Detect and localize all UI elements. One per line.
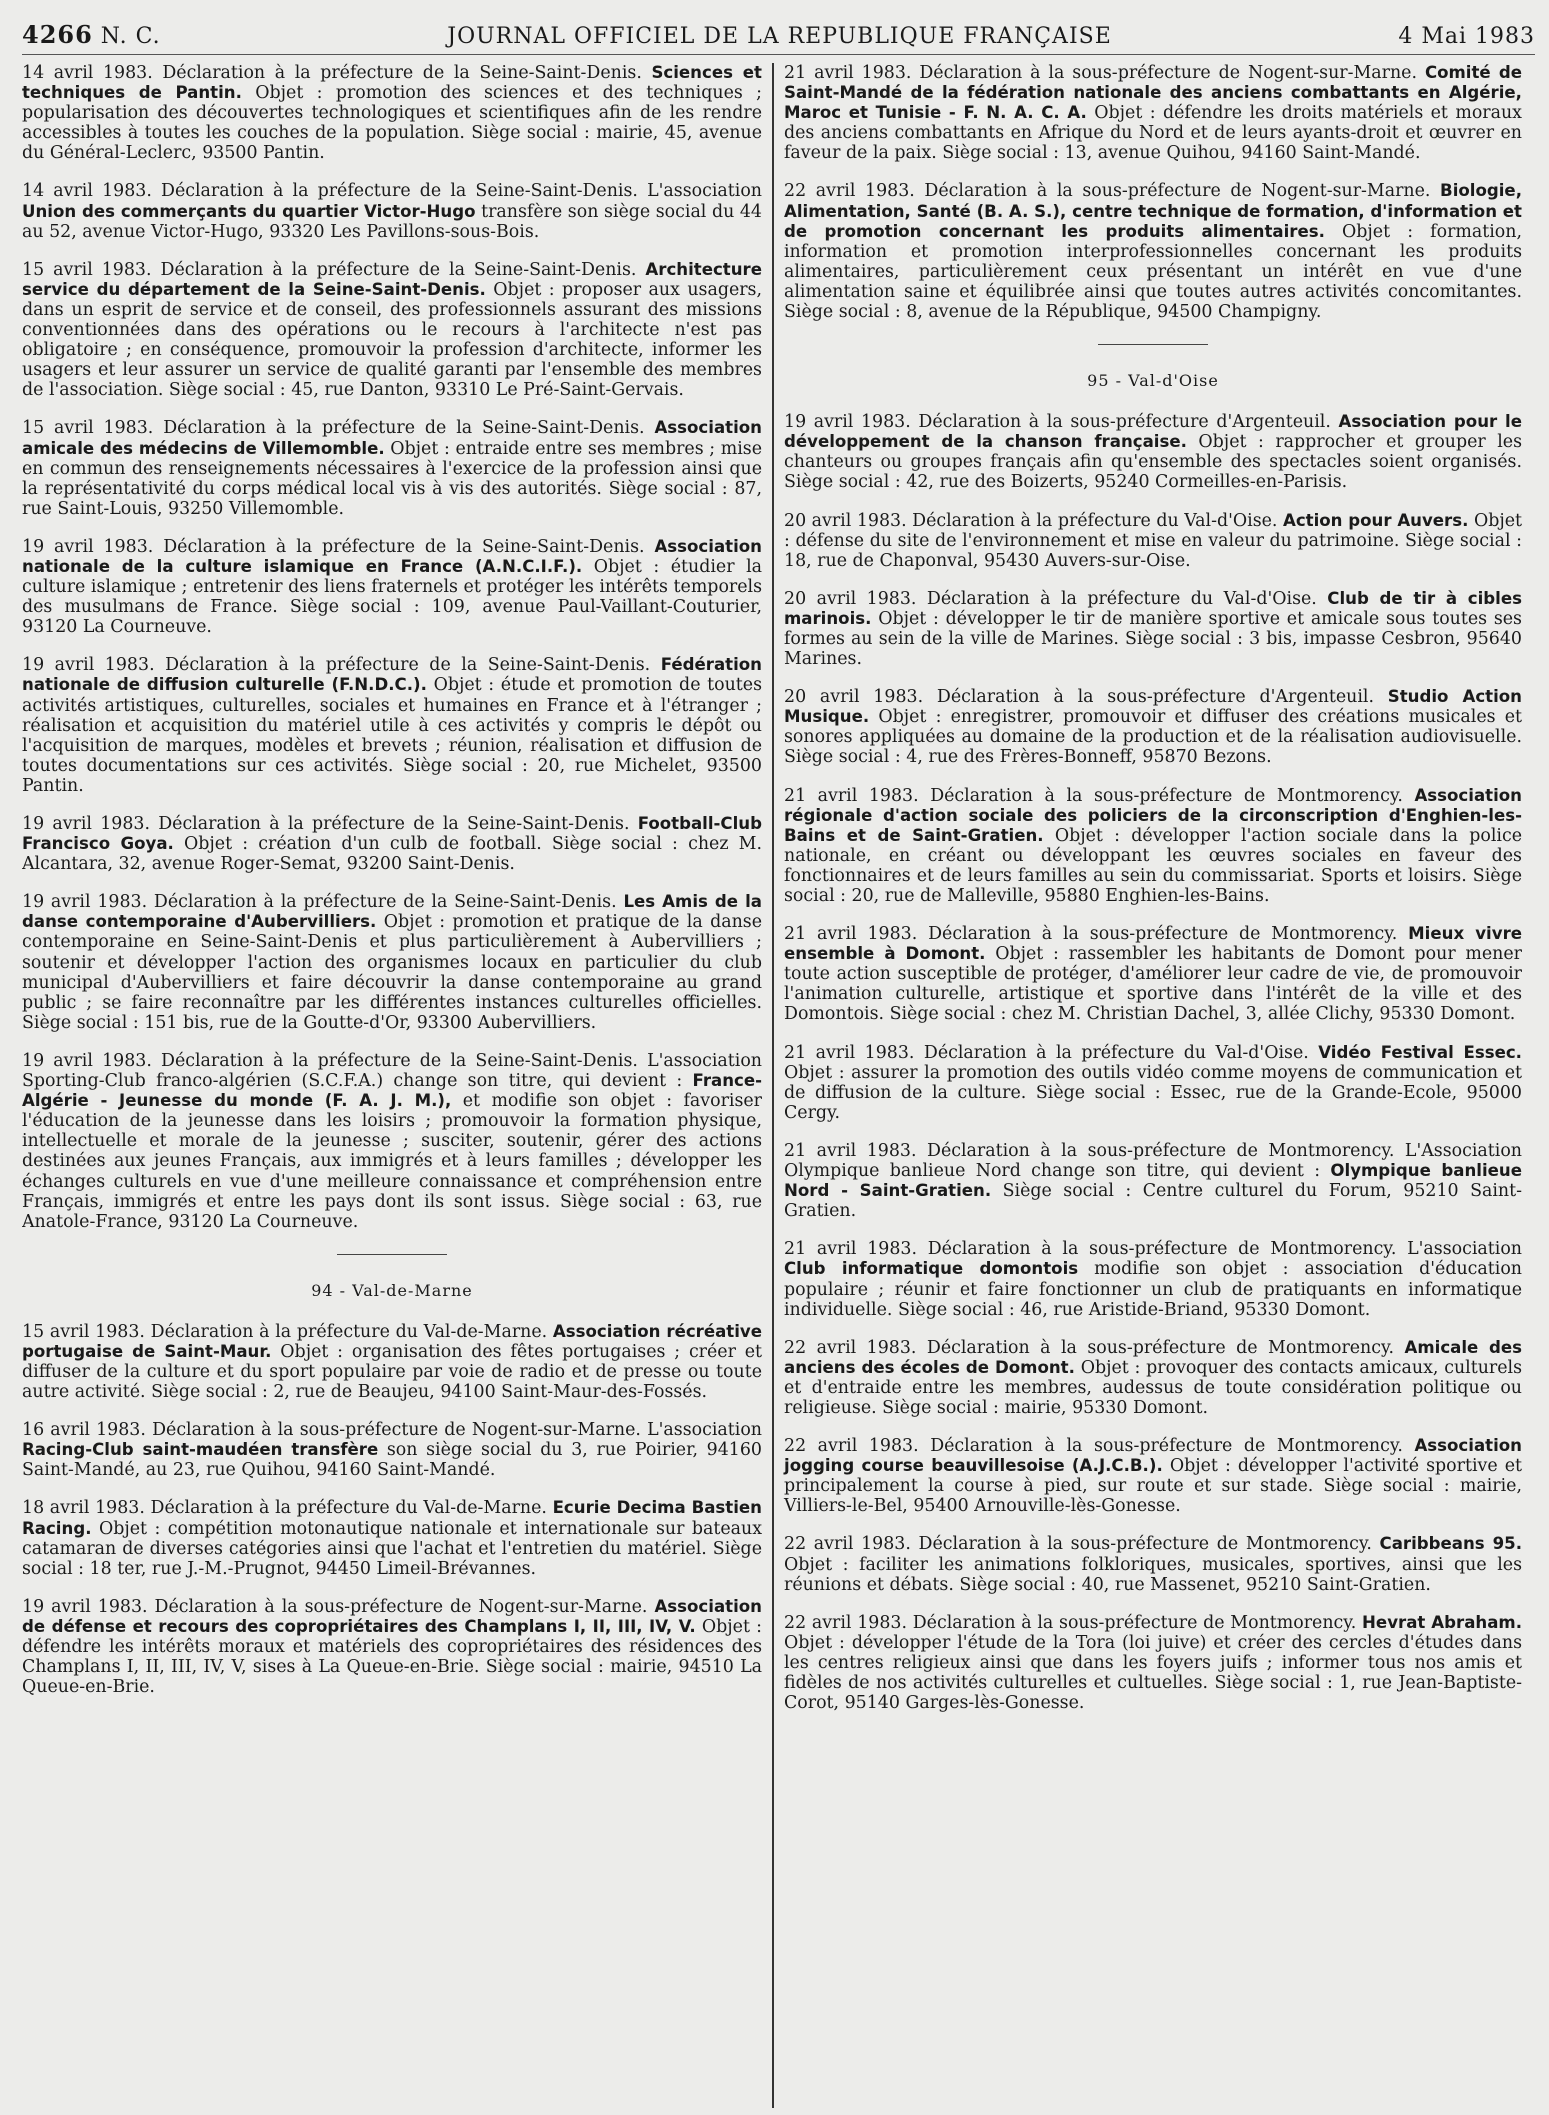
notice-text: Objet : proposer aux usagers, dans un esprit de service et de conseil, des professionnels assurant des missions conventionnées dans des opérations ou le recours à l'architecte n'est pas obligatoire ; en conséquence, promouvoir la profession d'architecte, informer les usagers et leur assurer un service de qualité garanti par l'ensemble des membres de l'association. Siège social : 45, rue Danton, 93310 Le Pré-Saint-Gervais.: [22, 279, 763, 401]
association-name: Association régionale d'action sociale des policiers de la circonscription d'Enghien-les-Bains et de Saint-Gratien.: [784, 785, 1522, 845]
issue-date: 4 Mai 1983: [1398, 24, 1535, 49]
association-name: Association de défense et recours des copropriétaires des Champlans I, II, III, IV, V.: [22, 1596, 762, 1636]
notice: [22, 814, 762, 874]
association-name: Mieux vivre ensemble à Domont.: [784, 924, 1522, 964]
notice-text: 21 avril 1983. Déclaration à la sous-préfecture de Montmorency.: [784, 785, 1415, 806]
notice: [22, 1420, 762, 1480]
association-name: Club informatique domontois: [784, 1259, 1079, 1279]
association-name: Club de tir à cibles marinois.: [784, 588, 1522, 628]
notice-text: 19 avril 1983. Déclaration à la sous-préfecture d'Argenteuil.: [784, 412, 1339, 433]
notice: [22, 1597, 762, 1697]
left-column: [22, 63, 772, 2108]
notice-text: Objet : assurer la promotion des outils vidéo comme moyens de communication et de diffusion de la culture. Siège social : Essec, rue de la Grande-Ecole, 95000 Cergy.: [784, 1062, 1522, 1123]
notice-text: 19 avril 1983. Déclaration à la préfecture de la Seine-Saint-Denis.: [22, 536, 655, 557]
association-name: Studio Action Musique.: [784, 687, 1522, 727]
association-name: Caribbeans 95.: [1379, 1534, 1522, 1554]
notice-text: Objet : compétition motonautique nationale et internationale sur bateaux catamaran de diverses catégories ainsi que l'achat et l'entretien du matériel. Siège social : 18 ter, rue J.-M.-Prugnot, 94450 Limeil-Brévannes.: [22, 1518, 762, 1579]
notice-text: modifie son objet : association d'éducation populaire ; réunir et faire fonctionner un club de pratiquants en informatique individuelle. Siège social : 46, rue Aristide-Briand, 95330 Domont.: [784, 1259, 1522, 1320]
notice-text: Objet : faciliter les animations folkloriques, musicales, sportives, ainsi que les réunions et débats. Siège social : 40, rue Massenet, 95210 Saint-Gratien.: [784, 1554, 1522, 1595]
notice-text: Objet : promotion et pratique de la danse contemporaine en Seine-Saint-Denis et plus particulièrement à Aubervilliers ; soutenir et développer l'action des organismes locaux en particulier du club municipal d'Aubervilliers et faire découvrir la danse contemporaine au grand public ; se faire reconnaître par les différentes instances culturelles officielles. Siège social : 151 bis, rue de la Goutte-d'Or, 93300 Aubervilliers.: [22, 912, 762, 1033]
journal-title: JOURNAL OFFICIEL DE LA REPUBLIQUE FRANÇAISE: [447, 24, 1112, 49]
notice: [22, 1051, 762, 1232]
notice: [784, 786, 1522, 907]
right-column: [772, 63, 1522, 2108]
notice-text: 19 avril 1983. Déclaration à la préfecture de la Seine-Saint-Denis.: [22, 814, 638, 834]
right-notices-b: [784, 412, 1522, 1713]
notice-text: Objet : développer l'activité sportive et principalement la course à pied, sur route et sur stade. Siège social : mairie, Villiers-le-Bel, 95400 Arnouville-lès-Gonesse.: [784, 1456, 1522, 1517]
notice-text: 14 avril 1983. Déclaration à la préfecture de la Seine-Saint-Denis.: [22, 63, 652, 83]
notice-text: 22 avril 1983. Déclaration à la sous-préfecture de Montmorency.: [784, 1436, 1415, 1457]
page-number: 4266: [22, 20, 93, 49]
notice-text: Objet : enregistrer, promouvoir et diffuser des créations musicales et sonores appliquées au domaine de la production et de la réalisation audiovisuelle. Siège social : 4, rue des Frères-Bonneff, 95870 Bezons.: [784, 707, 1522, 768]
right-notices-a: [784, 63, 1522, 322]
notice: [784, 687, 1522, 767]
section-heading: 95 - Val-d'Oise: [1087, 371, 1219, 391]
left-notices-b: [22, 1322, 762, 1698]
left-notices-a: [22, 63, 762, 1232]
association-name: Association pour le développement de la chanson française.: [784, 412, 1522, 452]
notice: [22, 260, 762, 401]
association-name: Architecture service du département de la Seine-Saint-Denis.: [22, 259, 762, 299]
notice: [784, 924, 1522, 1024]
notice-text: Objet : défendre les intérêts moraux et matériels des copropriétaires des résidences des Champlans I, II, III, IV, V, sises à La Queue-en-Brie. Siège social : mairie, 94510 La Queue-en-Brie.: [22, 1616, 762, 1698]
notice: [22, 892, 762, 1033]
notice: [784, 1043, 1522, 1123]
notice: [784, 1436, 1522, 1516]
notice: [784, 1239, 1522, 1319]
notice: [22, 1498, 762, 1578]
association-name: France-Algérie - Jeunesse du monde (F. A. J. M.),: [22, 1071, 762, 1111]
notice: [22, 181, 762, 241]
association-name: Fédération nationale de diffusion culturelle (F.N.D.C.).: [22, 655, 762, 695]
association-name: Association jogging course beauvillesoise (A.J.C.B.).: [784, 1436, 1522, 1476]
notice: [784, 1338, 1522, 1418]
notice-text: 21 avril 1983. Déclaration à la sous-préfecture de Nogent-sur-Marne.: [784, 63, 1425, 83]
notice-text: 19 avril 1983. Déclaration à la sous-préfecture de Nogent-sur-Marne.: [22, 1596, 655, 1617]
notice-text: 20 avril 1983. Déclaration à la préfecture du Val-d'Oise.: [784, 588, 1328, 609]
association-name: Biologie, Alimentation, Santé (B. A. S.), centre technique de formation, d'information et de promotion concernant les produits alimentaires.: [784, 181, 1522, 241]
notice-text: 15 avril 1983. Déclaration à la préfecture de la Seine-Saint-Denis.: [22, 418, 655, 439]
notice: [784, 412, 1522, 492]
notice: [784, 589, 1522, 669]
notice-text: Objet : promotion des sciences et des techniques ; popularisation des découvertes technologiques et scientifiques afin de les rendre accessibles à toutes les couches de la population. Siège social : mairie, 45, avenue du Général-Leclerc, 93500 Pantin.: [22, 83, 762, 164]
association-name: Union des commerçants du quartier Victor-Hugo: [22, 201, 476, 221]
association-name: Association nationale de la culture islamique en France (A.N.C.I.F.).: [22, 536, 762, 576]
notice: [22, 655, 762, 796]
notice-text: Objet : provoquer des contacts amicaux, culturels et d'entraide entre les membres, audessus de toute considération politique ou religieuse. Siège social : mairie, 95330 Domont.: [784, 1357, 1522, 1418]
notice: [22, 537, 762, 637]
notice-text: 18 avril 1983. Déclaration à la préfecture du Val-de-Marne.: [22, 1498, 553, 1519]
notice-text: Objet : défendre les droits matériels et moraux des anciens combattants en Afrique du Nord et de leurs ayants-droit et œuvrer en faveur de la paix. Siège social : 13, avenue Quihou, 94160 Saint-Mandé.: [784, 103, 1522, 164]
edition-label: N. C.: [100, 24, 161, 49]
notice-text: 19 avril 1983. Déclaration à la préfecture de la Seine-Saint-Denis.: [22, 655, 661, 676]
notice-text: 22 avril 1983. Déclaration à la sous-préfecture de Montmorency.: [784, 1612, 1363, 1633]
notice-text: Objet : développer l'étude de la Tora (loi juive) et créer des cercles d'études dans les centres religieux ainsi que dans les foyers juifs ; informer tous nos amis et fidèles de nos activités culturelles et cultuelles. Siège social : 1, rue Jean-Baptiste-Corot, 95140 Garges-lès-Gonesse.: [784, 1632, 1522, 1714]
association-name: Vidéo Festival Essec.: [1318, 1042, 1522, 1062]
notice-text: transfère son siège social du 44 au 52, avenue Victor-Hugo, 93320 Les Pavillons-sous-Bois.: [22, 201, 762, 242]
association-name: Olympique banlieue Nord - Saint-Gratien.: [784, 1161, 1522, 1201]
notice-text: 20 avril 1983. Déclaration à la préfecture du Val-d'Oise.: [784, 510, 1283, 531]
notice-text: 20 avril 1983. Déclaration à la sous-préfecture d'Argenteuil.: [784, 687, 1388, 708]
notice-text: Objet : rassembler les habitants de Domont pour mener toute action susceptible de protéger, d'améliorer leur cadre de vie, de promouvoir l'animation culturelle, artistique et sportive dans l'intérêt de la ville et des Domontois. Siège social : chez M. Christian Dachel, 3, allée Clichy, 95330 Domont.: [784, 944, 1522, 1025]
notice-text: 22 avril 1983. Déclaration à la sous-préfecture de Nogent-sur-Marne.: [784, 181, 1441, 202]
association-name: Association récréative portugaise de Saint-Maur.: [22, 1321, 762, 1361]
notice-text: Siège social : Centre culturel du Forum, 95210 Saint-Gratien.: [784, 1181, 1522, 1222]
notice-text: Objet : étude et promotion de toutes activités artistiques, culturelles, sociales et humaines en France et à l'étranger ; réalisation et acquisition du matériel utile à ces activités y compris le dépôt ou l'acquisition de marques, modèles et brevets ; réunion, réalisation et diffusion de toutes documentations sur ces activités. Siège social : 20, rue Michelet, 93500 Pantin.: [22, 675, 763, 796]
association-name: Association amicale des médecins de Villemomble.: [22, 418, 762, 458]
notice-text: et modifie son objet : favoriser l'éducation de la jeunesse dans les loisirs ; promouvoir la formation physique, intellectuelle et morale de la jeunesse ; susciter, soutenir, gérer des actions destinées aux jeunes Français, aux immigrés et à leurs familles ; développer les échanges culturels en vue d'une meilleure connaissance et compréhension entre Français, immigrés et entre les pays dont ils sont issus. Siège social : 63, rue Anatole-France, 93120 La Courneuve.: [22, 1091, 762, 1232]
notice-text: 15 avril 1983. Déclaration à la préfecture de la Seine-Saint-Denis.: [22, 259, 646, 280]
notice-text: Objet : rapprocher et grouper les chanteurs ou groupes français afin qu'ensemble des spectacles soient organisés. Siège social : 42, rue des Boizerts, 95240 Cormeilles-en-Parisis.: [784, 432, 1522, 493]
notice: [784, 63, 1522, 163]
header-left: [22, 20, 161, 49]
notice: [784, 181, 1522, 322]
page-header: [22, 20, 1535, 55]
association-name: Les Amis de la danse contemporaine d'Aubervilliers.: [22, 892, 762, 932]
notice: [784, 1534, 1522, 1594]
notice: [22, 418, 762, 518]
notice-text: 19 avril 1983. Déclaration à la préfecture de la Seine-Saint-Denis. L'association Sporting-Club franco-algérien (S.C.F.A.) change son titre, qui devient :: [22, 1050, 762, 1092]
association-name: Hevrat Abraham.: [1362, 1612, 1522, 1632]
association-name: Action pour Auvers.: [1282, 510, 1469, 530]
association-name: Sciences et techniques de Pantin.: [22, 63, 762, 103]
notice-text: Objet : création d'un culb de football. Siège social : chez M. Alcantara, 32, avenue Roger-Semat, 93200 Saint-Denis.: [22, 834, 762, 875]
notice: [784, 511, 1522, 571]
notice: [784, 1141, 1522, 1221]
notice-text: 19 avril 1983. Déclaration à la préfecture de la Seine-Saint-Denis.: [22, 892, 624, 913]
notice-text: 15 avril 1983. Déclaration à la préfecture du Val-de-Marne.: [22, 1321, 553, 1342]
two-columns: [22, 63, 1535, 2108]
association-name: Racing-Club saint-maudéen transfère: [22, 1440, 379, 1460]
notice-text: 21 avril 1983. Déclaration à la sous-préfecture de Montmorency.: [784, 924, 1409, 945]
notice-text: Objet : entraide entre ses membres ; mise en commun des renseignements nécessaires à l'exercice de la profession ainsi que la représentativité du corps médical local vis à vis des autorités. Siège social : 87, rue Saint-Louis, 93250 Villemomble.: [22, 438, 762, 519]
section-heading: 94 - Val-de-Marne: [311, 1280, 473, 1300]
section-separator: [337, 1254, 447, 1255]
association-name: Football-Club Francisco Goya.: [22, 814, 762, 854]
association-name: Amicale des anciens des écoles de Domont.: [784, 1337, 1522, 1377]
notice-text: 21 avril 1983. Déclaration à la sous-préfecture de Montmorency. L'Association Olympique banlieue Nord change son titre, qui devient :: [784, 1140, 1522, 1182]
notice: [22, 1322, 762, 1402]
notice-text: Objet : développer l'action sociale dans la police nationale, en créant ou développant les œuvres sociales en faveur des fonctionnaires et de leurs familles au sein du commissariat. Sports et loisirs. Siège social : 20, rue de Malleville, 95880 Enghien-les-Bains.: [784, 825, 1522, 906]
notice-text: 22 avril 1983. Déclaration à la sous-préfecture de Montmorency.: [784, 1534, 1380, 1555]
notice-text: 16 avril 1983. Déclaration à la sous-préfecture de Nogent-sur-Marne. L'association: [22, 1420, 762, 1441]
association-name: Ecurie Decima Bastien Racing.: [22, 1498, 762, 1538]
notice: [22, 63, 762, 163]
notice-text: Objet : organisation des fêtes portugaises ; créer et diffuser de la culture et du sport populaire par voie de radio et de presse ou toute autre activité. Siège social : 2, rue de Beaujeu, 94100 Saint-Maur-des-Fossés.: [22, 1341, 762, 1403]
notice: [784, 1613, 1522, 1713]
association-name: Comité de Saint-Mandé de la fédération nationale des anciens combattants en Algérie, Maroc et Tunisie - F. N. A. C. A.: [784, 63, 1522, 123]
notice-text: Objet : défense du site de l'environnement et mise en valeur du patrimoine. Siège social : 18, rue de Chaponval, 95430 Auvers-sur-Oise.: [784, 510, 1522, 571]
notice-text: Objet : étudier la culture islamique ; entretenir des liens fraternels et protéger les intérêts temporels des musulmans de France. Siège social : 109, avenue Paul-Vaillant-Couturier, 93120 La Courneuve.: [22, 556, 762, 638]
notice-text: 21 avril 1983. Déclaration à la préfecture du Val-d'Oise.: [784, 1042, 1319, 1063]
notice-text: son siège social du 3, rue Poirier, 94160 Saint-Mandé, au 23, rue Quihou, 94160 Saint-Mandé.: [22, 1440, 762, 1481]
section-separator: [1098, 344, 1208, 345]
notice-text: 22 avril 1983. Déclaration à la sous-préfecture de Montmorency.: [784, 1337, 1405, 1358]
notice-text: 21 avril 1983. Déclaration à la sous-préfecture de Montmorency. L'association: [784, 1239, 1522, 1260]
notice-text: 14 avril 1983. Déclaration à la préfecture de la Seine-Saint-Denis. L'association: [22, 181, 762, 202]
notice-text: Objet : développer le tir de manière sportive et amicale sous toutes ses formes au sein de la ville de Marines. Siège social : 3 bis, impasse Cesbron, 95640 Marines.: [784, 608, 1522, 670]
notice-text: Objet : formation, information et promotion interprofessionnelles concernant les produits alimentaires, particulièrement ceux présentant un intérêt en vue d'une alimentation saine et équilibrée ainsi que toutes autres activités concomitantes. Siège social : 8, avenue de la République, 94500 Champigny.: [784, 221, 1522, 323]
